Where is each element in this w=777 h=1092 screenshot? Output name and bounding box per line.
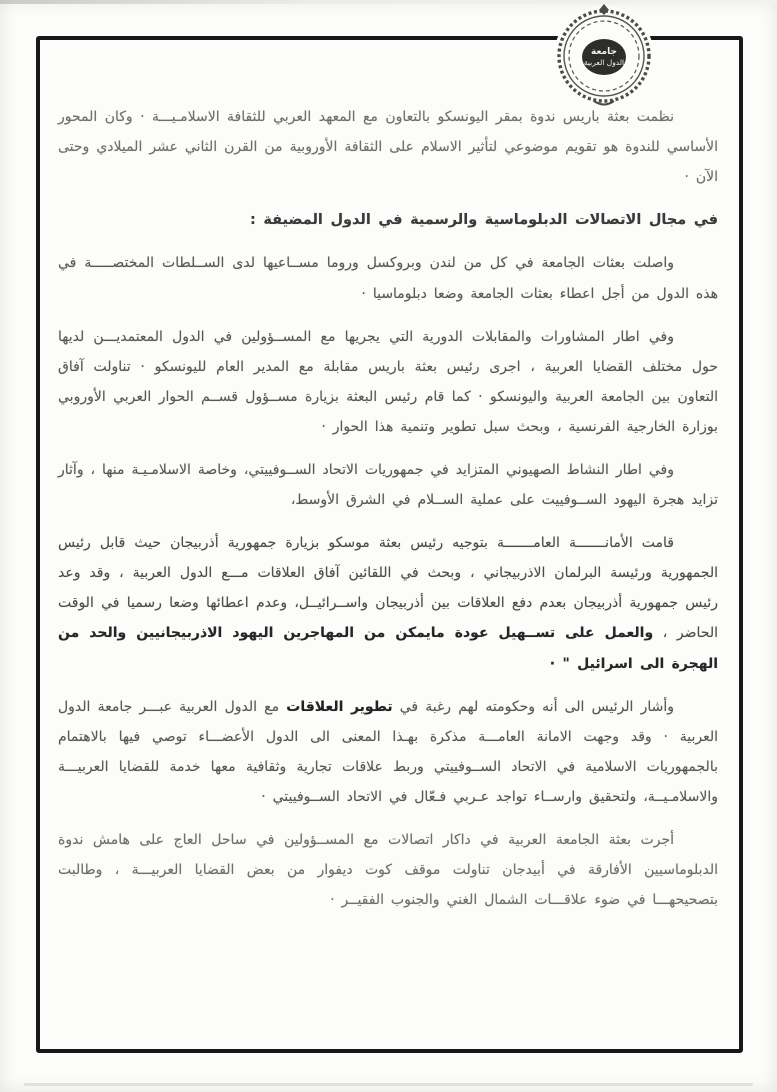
paragraph-azerbaijan-lead: قامت الأمانـــــــة العامـــــــة بتوجيه رئيس بعثة موسكو بزيارة جمهورية أذربيجان حيث قابل رئيس الجمهورية ورئيسة البرلمان الاذربيجاني ، وبحث في اللقائين آفاق العلاقات مـــع الدول العربية ، وقد وعد رئيس جمهورية أذربيجان بعدم دفع العلاقات بين أذربيجان واســرائيــل، وعدم اعطائها وضعا رسميا في الوقت الحاضر ، [58, 535, 718, 642]
arab-league-emblem-graphic [552, 3, 656, 107]
scan-artifact-top [0, 0, 777, 4]
arab-league-emblem [552, 3, 656, 107]
paragraph-dakar: أجرت بعثة الجامعة العربية في داكار اتصالات مع المســؤولين في ساحل العاج على هامش ندوة الدبلوماسيين الأفارقة في أبيدجان تناولت موقف كوت ديفوار من بعض القضايا العربيـــة ، وطالبت بتصحيحهـــا في ضوء علاقـــات الشمال الغني والجنوب الفقيــر · [58, 832, 718, 909]
emblem-text-line2: الدول العربية [583, 58, 625, 67]
paragraph-host-states: واصلت بعثات الجامعة في كل من لندن وبروكسل وروما مســاعيها لدى الســلطات المختصـــــة في هذه الدول من أجل اعطاء بعثات الجامعة وضعا دبلوماسيا · [58, 255, 718, 302]
document-body [58, 102, 718, 928]
intro-paragraph: نظمت بعثة باريس ندوة بمقر اليونسكو بالتعاون مع المعهد العربي للثقافة الاسلامـيـــة · وكان المحور الأساسي للندوة هو تقويم موضوعي لتأثير الاسلام على الثقافة الأوروبية من القرن الثاني عشر الميلادي وحتى الآن · [58, 109, 718, 186]
paragraph-azerbaijan-emphasis: والعمل على تســهيل عودة مايمكن من المهاجرين اليهود الاذربيجانيين والحد من الهجرة الى اسرائيل " · [58, 625, 718, 672]
paragraph-relations [58, 692, 718, 812]
paragraph-consultations: وفي اطار المشاورات والمقابلات الدورية التي يجريها مع المســؤولين في الدول المعتمديـــن لديها حول مختلف القضايا العربية ، اجرى رئيس بعثة باريس مقابلة مع المدير العام لليونسكو · تناولت آفاق التعاون بين الجامعة العربية واليونسكو · كما قام رئيس البعثة بزيارة مســؤول قســم الحوار العربي الأوروبي بوزارة الخارجية الفرنسية ، وبحث سبل تطوير وتنمية هذا الحوار · [58, 328, 718, 435]
paragraph-relations-bold-phrase: تطوير العلاقات [286, 698, 393, 715]
section-heading: في مجال الاتصالات الدبلوماسية والرسمية في الدول المضيفة : [249, 212, 718, 229]
scan-artifact-bottom [24, 1083, 753, 1086]
paragraph-azerbaijan [58, 528, 718, 678]
paragraph-zionist-activity: وفي اطار النشاط الصهيوني المتزايد في جمهوريات الاتحاد الســوفييتي، وخاصة الاسلامـيـة منها ، وآثار تزايد هجرة اليهود الســوفييت على عملية الســلام في الشرق الأوسط، [58, 462, 718, 509]
paragraph-relations-part-b: مع الدول العربية عبـــر جامعة الدول العربية · وقد وجهت الامانة العامـــة مذكرة بهـذا المعنى الى الدول الأعضـــاء توصي فيها بالاهتمام بالجمهوريات الاسلامية في الاتحاد الســوفييتي وربط علاقات تجارية وثقافية معها خدمة للقضايا العربيـــة والاسلامـيــة، ولتحقيق وارســاء تواجد عـربي فـعّال في الاتحاد الســوفييتي · [58, 698, 718, 805]
emblem-text-line1: جامعة [591, 47, 617, 57]
paragraph-relations-part-a: وأشار الرئيس الى أنه وحكومته لهم رغبة في [392, 698, 675, 715]
emblem-calligraphy-field [582, 39, 626, 75]
